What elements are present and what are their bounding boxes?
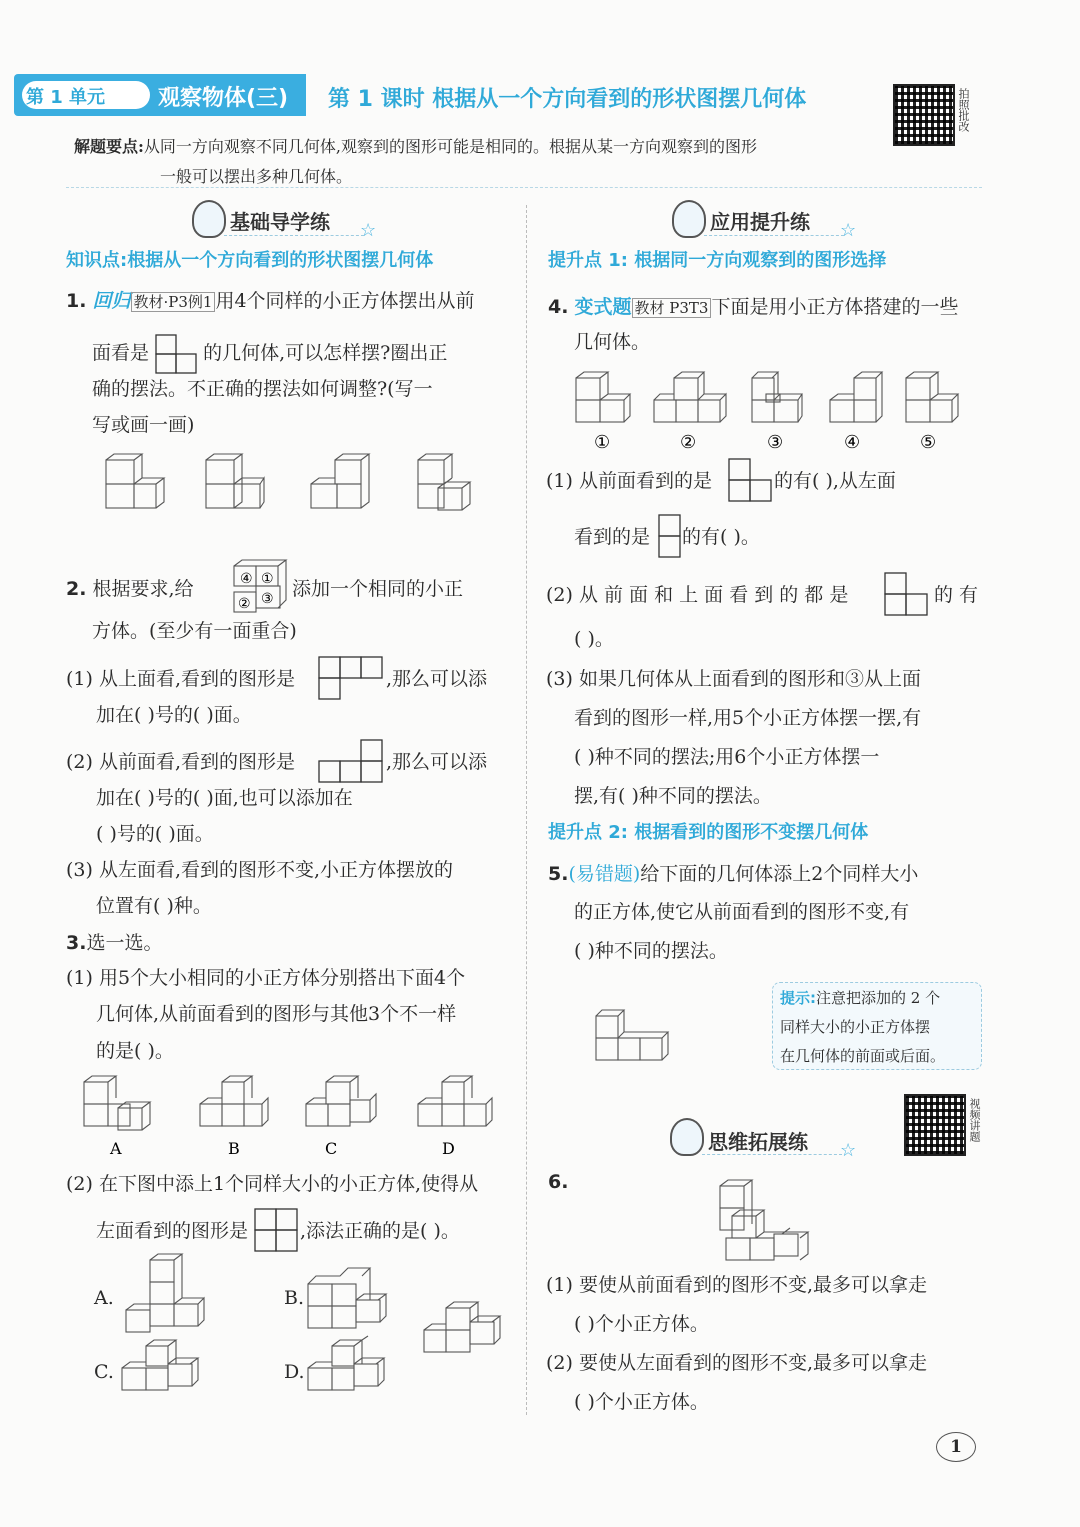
page-number: 1 bbox=[936, 1432, 976, 1462]
unit-label: 第 1 单元 bbox=[26, 87, 106, 108]
q3-p2a: (2) 在下图中添上1个同样大小的小正方体,使得从 bbox=[66, 1173, 479, 1195]
q3-option-c[interactable]: C. bbox=[94, 1361, 114, 1383]
q3-p1b: 几何体,从前面看到的图形与其他3个不一样 bbox=[96, 1003, 457, 1025]
q1-number: 1. bbox=[66, 290, 87, 312]
q4-front-top-shape bbox=[884, 572, 928, 616]
q5-line3: ( )种不同的摆法。 bbox=[574, 940, 728, 962]
q3-label-b: B bbox=[228, 1139, 240, 1158]
q4-label-2: ② bbox=[680, 432, 697, 453]
knowledge-point: 知识点:根据从一个方向看到的形状图摆几何体 bbox=[66, 250, 434, 271]
q2-p2c: 加在( )号的( )面,也可以添加在 bbox=[96, 787, 353, 809]
qr-video-label: 视频讲题 bbox=[968, 1098, 981, 1142]
q3-option-extra-shape bbox=[424, 1302, 500, 1352]
qr-code[interactable] bbox=[893, 84, 955, 146]
q3-option-a[interactable]: A. bbox=[94, 1287, 114, 1309]
q2-line2: 方体。(至少有一面重合) bbox=[92, 620, 297, 642]
q4-p2b: 的 有 bbox=[934, 584, 979, 606]
hint-label: 提示: bbox=[780, 989, 816, 1007]
front-view-shape-2 bbox=[318, 739, 384, 783]
q5-tag: (易错题) bbox=[568, 863, 641, 885]
q5-figure bbox=[592, 1008, 672, 1064]
top-view-shape bbox=[318, 656, 384, 700]
section-underline-2 bbox=[704, 235, 844, 236]
mascot-icon-2 bbox=[672, 200, 706, 238]
q2-p1b: ,那么可以添 bbox=[386, 668, 488, 690]
q3-shape-a bbox=[84, 1076, 150, 1130]
q3-option-c-shape bbox=[122, 1340, 198, 1390]
q4-front-shape bbox=[728, 458, 772, 502]
q5-number: 5. bbox=[548, 863, 569, 885]
tips-label: 解题要点: bbox=[74, 137, 144, 156]
point1: 提升点 1: 根据同一方向观察到的图形选择 bbox=[548, 250, 887, 271]
q4-line2: 几何体。 bbox=[574, 331, 651, 353]
q2-label-4: ④ bbox=[240, 571, 253, 587]
q1-line4: 写或画一画) bbox=[92, 414, 195, 436]
q2-p3b: 位置有( )种。 bbox=[96, 895, 212, 917]
q2-label-3: ③ bbox=[261, 591, 274, 607]
q2-number: 2. bbox=[66, 578, 87, 600]
q2-p2d: ( )号的( )面。 bbox=[96, 823, 214, 845]
q2-p1a: (1) 从上面看,看到的图形是 bbox=[66, 668, 295, 690]
q2-label-2: ② bbox=[238, 596, 251, 612]
q4-shape-3 bbox=[752, 372, 802, 422]
q3-shape-d bbox=[418, 1076, 492, 1126]
q4-p2a: (2) 从 前 面 和 上 面 看 到 的 都 是 bbox=[546, 584, 849, 606]
q3-figures bbox=[78, 1072, 498, 1162]
q6-number: 6. bbox=[548, 1171, 569, 1193]
q4-p1c: 看到的是 bbox=[574, 526, 651, 548]
q4-label-5: ⑤ bbox=[920, 432, 937, 453]
tips-line2: 一般可以摆出多种几何体。 bbox=[160, 167, 353, 186]
q2-label-1: ① bbox=[261, 571, 274, 587]
q4-left-shape bbox=[658, 514, 681, 558]
q3-option-b-shape bbox=[308, 1268, 386, 1328]
star-icon: ☆ bbox=[360, 220, 377, 241]
q1-tag: 回归 bbox=[92, 290, 131, 312]
q4-tag: 变式题 bbox=[574, 296, 632, 318]
star-icon-3: ☆ bbox=[840, 1140, 857, 1161]
q3-option-a-shape bbox=[126, 1254, 204, 1332]
q1-figures bbox=[96, 452, 476, 514]
q3-option-d-shape bbox=[308, 1336, 384, 1390]
section-underline-3 bbox=[702, 1154, 842, 1155]
q4-p2c: ( )。 bbox=[574, 628, 614, 650]
q6-p2a: (2) 要使从左面看到的图形不变,最多可以拿走 bbox=[546, 1352, 927, 1374]
q4-label-3: ③ bbox=[767, 432, 784, 453]
q3-option-b[interactable]: B. bbox=[284, 1287, 305, 1309]
q3-option-figures bbox=[116, 1252, 508, 1402]
hint-line2: 同样大小的小正方体摆 bbox=[780, 1018, 931, 1036]
qr-label: 拍照批改 bbox=[957, 88, 970, 132]
q5-line2: 的正方体,使它从前面看到的图形不变,有 bbox=[574, 901, 910, 923]
q3-label-c: C bbox=[325, 1139, 338, 1158]
star-icon-2: ☆ bbox=[840, 220, 857, 241]
q4-text1: 下面是用小正方体搭建的一些 bbox=[711, 296, 959, 318]
hint-line1 bbox=[780, 987, 940, 1009]
q4-source: 教材 P3T3 bbox=[632, 298, 712, 318]
q4-shape-5 bbox=[906, 372, 958, 422]
q6-figure bbox=[712, 1176, 822, 1266]
q4-shape-2 bbox=[654, 372, 726, 422]
section-title-basic: 基础导学练 bbox=[230, 210, 330, 234]
q1-text2a: 面看是 bbox=[92, 342, 150, 364]
tips-text: 从同一方向观察不同几何体,观察到的图形可能是相同的。根据从某一方向观察到的图形 bbox=[143, 137, 758, 156]
section-title-apply: 应用提升练 bbox=[710, 210, 810, 234]
q1-line1 bbox=[66, 290, 475, 313]
q1-shape-d bbox=[418, 454, 470, 510]
q4-figures bbox=[570, 368, 970, 456]
tips-divider bbox=[66, 186, 982, 188]
q4-p1b: 的有( ),从左面 bbox=[774, 470, 896, 492]
q5-text1: 给下面的几何体添上2个同样大小 bbox=[640, 863, 919, 885]
mascot-icon-3 bbox=[670, 1118, 704, 1156]
hint-line3: 在几何体的前面或后面。 bbox=[780, 1047, 946, 1065]
q1-text1: 用4个同样的小正方体摆出从前 bbox=[215, 290, 475, 312]
q4-line1 bbox=[548, 296, 958, 319]
q4-label-4: ④ bbox=[844, 432, 861, 453]
q4-shape-1 bbox=[576, 372, 630, 422]
q3-shape-b bbox=[200, 1076, 268, 1126]
section-title-thinking: 思维拓展练 bbox=[708, 1130, 808, 1154]
q4-label-1: ① bbox=[594, 432, 611, 453]
q3-title-text: 选一选。 bbox=[86, 932, 163, 954]
q3-p1a: (1) 用5个大小相同的小正方体分别搭出下面4个 bbox=[66, 967, 466, 989]
q2-text1a: 根据要求,给 bbox=[92, 578, 194, 600]
q4-p3b: 看到的图形一样,用5个小正方体摆一摆,有 bbox=[574, 707, 922, 729]
q2-line1 bbox=[66, 578, 194, 600]
q1-source: 教材·P3例1 bbox=[131, 292, 216, 312]
q3-shape-c bbox=[306, 1076, 376, 1126]
q4-p1a: (1) 从前面看到的是 bbox=[546, 470, 712, 492]
qr-code-video[interactable] bbox=[904, 1094, 966, 1156]
q3-p2b: 左面看到的图形是 bbox=[96, 1220, 249, 1242]
q3-number: 3. bbox=[66, 932, 87, 954]
unit-title: 观察物体(三) bbox=[158, 86, 289, 111]
q3-option-d[interactable]: D. bbox=[284, 1361, 305, 1383]
q3-label-a: A bbox=[110, 1139, 122, 1158]
q6-p1b: ( )个小正方体。 bbox=[574, 1313, 709, 1335]
q2-p1c: 加在( )号的( )面。 bbox=[96, 704, 252, 726]
q4-p3c: ( )种不同的摆法;用6个小正方体摆一 bbox=[574, 746, 880, 768]
q1-shape-b bbox=[206, 454, 264, 508]
q4-number: 4. bbox=[548, 296, 569, 318]
left-view-shape bbox=[254, 1208, 298, 1252]
q4-p3a: (3) 如果几何体从上面看到的图形和③从上面 bbox=[546, 668, 921, 690]
q4-p3d: 摆,有( )种不同的摆法。 bbox=[574, 785, 772, 807]
q2-p3a: (3) 从左面看,看到的图形不变,小正方体摆放的 bbox=[66, 859, 454, 881]
q4-p1d: 的有( )。 bbox=[682, 526, 760, 548]
section-underline bbox=[224, 235, 364, 236]
q2-text1b: 添加一个相同的小正 bbox=[292, 578, 464, 600]
q1-text2b: 的几何体,可以怎样摆?圈出正 bbox=[203, 342, 448, 364]
q3-p1c: 的是( )。 bbox=[96, 1040, 174, 1062]
q1-shape-c bbox=[311, 454, 369, 508]
q2-p2a: (2) 从前面看,看到的图形是 bbox=[66, 751, 295, 773]
q1-line3: 确的摆法。不正确的摆法如何调整?(写一 bbox=[92, 378, 433, 400]
q2-p2b: ,那么可以添 bbox=[386, 751, 488, 773]
q3-p2c: ,添法正确的是( )。 bbox=[300, 1220, 460, 1242]
q4-shape-4 bbox=[830, 372, 882, 422]
q3-title bbox=[66, 932, 162, 954]
tips-line1 bbox=[74, 136, 757, 158]
hint-text1: 注意把添加的 2 个 bbox=[816, 989, 941, 1007]
q3-label-d: D bbox=[442, 1139, 455, 1158]
point2: 提升点 2: 根据看到的图形不变摆几何体 bbox=[548, 822, 869, 843]
q6-p2b: ( )个小正方体。 bbox=[574, 1391, 709, 1413]
column-divider bbox=[526, 205, 527, 1415]
q5-line1 bbox=[548, 863, 918, 885]
lesson-title: 第 1 课时 根据从一个方向看到的形状图摆几何体 bbox=[328, 87, 807, 112]
q1-line2 bbox=[92, 334, 447, 374]
front-view-shape bbox=[155, 334, 197, 374]
mascot-icon bbox=[192, 200, 226, 238]
q2-cube-figure bbox=[228, 558, 290, 614]
q6-p1a: (1) 要使从前面看到的图形不变,最多可以拿走 bbox=[546, 1274, 927, 1296]
q1-shape-a bbox=[106, 454, 164, 508]
